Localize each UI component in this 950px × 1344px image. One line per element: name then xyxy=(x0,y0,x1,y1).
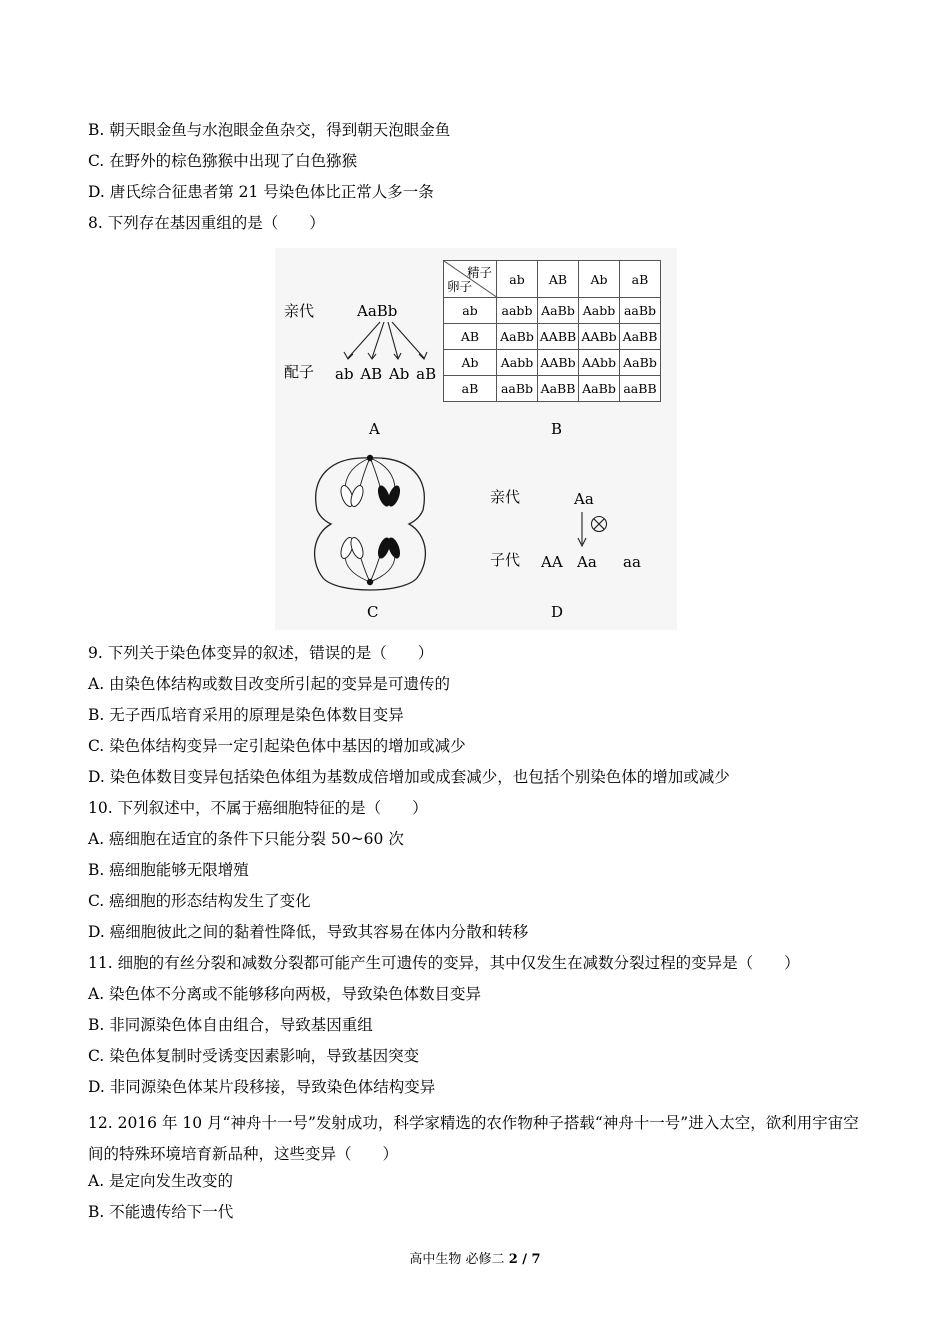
header-cell: ab xyxy=(497,261,538,298)
panel-a-parent-genotype: AaBb xyxy=(357,302,398,320)
header-cell: Ab xyxy=(579,261,620,298)
table-cell: aaBb xyxy=(620,298,661,324)
panel-a-arrows xyxy=(330,320,440,362)
panel-a-caption: A xyxy=(369,420,380,438)
offspring-aa-dominant: AA xyxy=(541,553,563,571)
page-footer xyxy=(0,1248,950,1267)
table-cell: AaBb xyxy=(620,350,661,376)
question-8-figure xyxy=(275,248,677,630)
panel-d-parent-label: 亲代 xyxy=(490,488,521,506)
offspring-aa-hetero: Aa xyxy=(577,553,597,571)
panel-b-caption: B xyxy=(551,420,563,438)
panel-d-caption: D xyxy=(551,603,564,621)
panel-a-parent-label: 亲代 xyxy=(284,302,315,320)
selfing-arrow xyxy=(575,510,615,550)
table-cell: AABb xyxy=(538,350,579,376)
option-b-q11: B. 非同源染色体自由组合，导致基因重组 xyxy=(88,1016,373,1034)
row-label: Ab xyxy=(444,350,497,376)
option-c-q7: C. 在野外的棕色猕猴中出现了白色猕猴 xyxy=(88,152,358,170)
table-cell: AaBb xyxy=(538,298,579,324)
table-cell: AaBb xyxy=(497,324,538,350)
option-a-q11: A. 染色体不分离或不能够移向两极，导致染色体数目变异 xyxy=(88,985,482,1003)
option-c-q11: C. 染色体复制时受诱变因素影响，导致基因突变 xyxy=(88,1047,420,1065)
option-b-q12: B. 不能遗传给下一代 xyxy=(88,1203,234,1221)
option-a-q10: A. 癌细胞在适宜的条件下只能分裂 50~60 次 xyxy=(88,830,404,848)
option-d-q9: D. 染色体数目变异包括染色体组为基数成倍增加或成套减少，也包括个别染色体的增加或减少 xyxy=(88,768,730,786)
option-a-q9: A. 由染色体结构或数目改变所引起的变异是可遗传的 xyxy=(88,675,451,693)
table-cell: AABb xyxy=(579,324,620,350)
table-cell: AaBB xyxy=(620,324,661,350)
header-cell: aB xyxy=(620,261,661,298)
panel-c-caption: C xyxy=(367,603,379,621)
row-label: AB xyxy=(444,324,497,350)
punnett-corner xyxy=(444,261,497,298)
option-b-q7: B. 朝天眼金鱼与水泡眼金鱼杂交，得到朝天泡眼金鱼 xyxy=(88,121,451,139)
option-b-q10: B. 癌细胞能够无限增殖 xyxy=(88,861,249,879)
option-b-q9: B. 无子西瓜培育采用的原理是染色体数目变异 xyxy=(88,706,404,724)
table-cell: Aabb xyxy=(579,298,620,324)
table-cell: AaBB xyxy=(538,376,579,402)
panel-d-parent-genotype: Aa xyxy=(574,490,594,508)
row-label: ab xyxy=(444,298,497,324)
meiosis-cell-drawing xyxy=(305,448,435,598)
question-11-stem: 11. 细胞的有丝分裂和减数分裂都可能产生可遗传的变异，其中仅发生在减数分裂过程的变异是（ ） xyxy=(88,954,800,972)
question-9-stem: 9. 下列关于染色体变异的叙述，错误的是（ ） xyxy=(88,644,434,662)
question-8-stem: 8. 下列存在基因重组的是（ ） xyxy=(88,214,325,232)
table-cell: Aabb xyxy=(497,350,538,376)
table-cell: AABB xyxy=(538,324,579,350)
page-number: 2 / 7 xyxy=(508,1252,541,1267)
footer-subject: 高中生物 必修二 xyxy=(409,1252,509,1267)
panel-a-gamete-label: 配子 xyxy=(284,363,315,381)
header-cell: AB xyxy=(538,261,579,298)
option-c-q9: C. 染色体结构变异一定引起染色体中基因的增加或减少 xyxy=(88,737,466,755)
corner-sperm-label: 精子 xyxy=(466,265,492,280)
corner-egg-label: 卵子 xyxy=(447,279,473,294)
panel-d-offspring-label: 子代 xyxy=(490,551,521,569)
option-d-q10: D. 癌细胞彼此之间的黏着性降低，导致其容易在体内分散和转移 xyxy=(88,923,529,941)
table-cell: aabb xyxy=(497,298,538,324)
option-d-q7: D. 唐氏综合征患者第 21 号染色体比正常人多一条 xyxy=(88,183,434,201)
question-12-stem: 12. 2016 年 10 月“神舟十一号”发射成功，科学家精选的农作物种子搭载“神舟十一号”进入太空，欲利用宇宙空间的特殊环境培育新品种，这些变异（ ） xyxy=(88,1114,859,1163)
table-cell: AaBb xyxy=(579,376,620,402)
question-10-stem: 10. 下列叙述中，不属于癌细胞特征的是（ ） xyxy=(88,799,428,817)
option-a-q12: A. 是定向发生改变的 xyxy=(88,1172,234,1190)
panel-a-gametes: ab AB Ab aB xyxy=(335,365,437,383)
option-d-q11: D. 非同源染色体某片段移接，导致染色体结构变异 xyxy=(88,1078,436,1096)
punnett-square xyxy=(443,260,661,402)
offspring-aa-recessive: aa xyxy=(623,553,641,571)
option-c-q10: C. 癌细胞的形态结构发生了变化 xyxy=(88,892,311,910)
row-label: aB xyxy=(444,376,497,402)
table-cell: aaBB xyxy=(620,376,661,402)
table-cell: aaBb xyxy=(497,376,538,402)
table-cell: AAbb xyxy=(579,350,620,376)
